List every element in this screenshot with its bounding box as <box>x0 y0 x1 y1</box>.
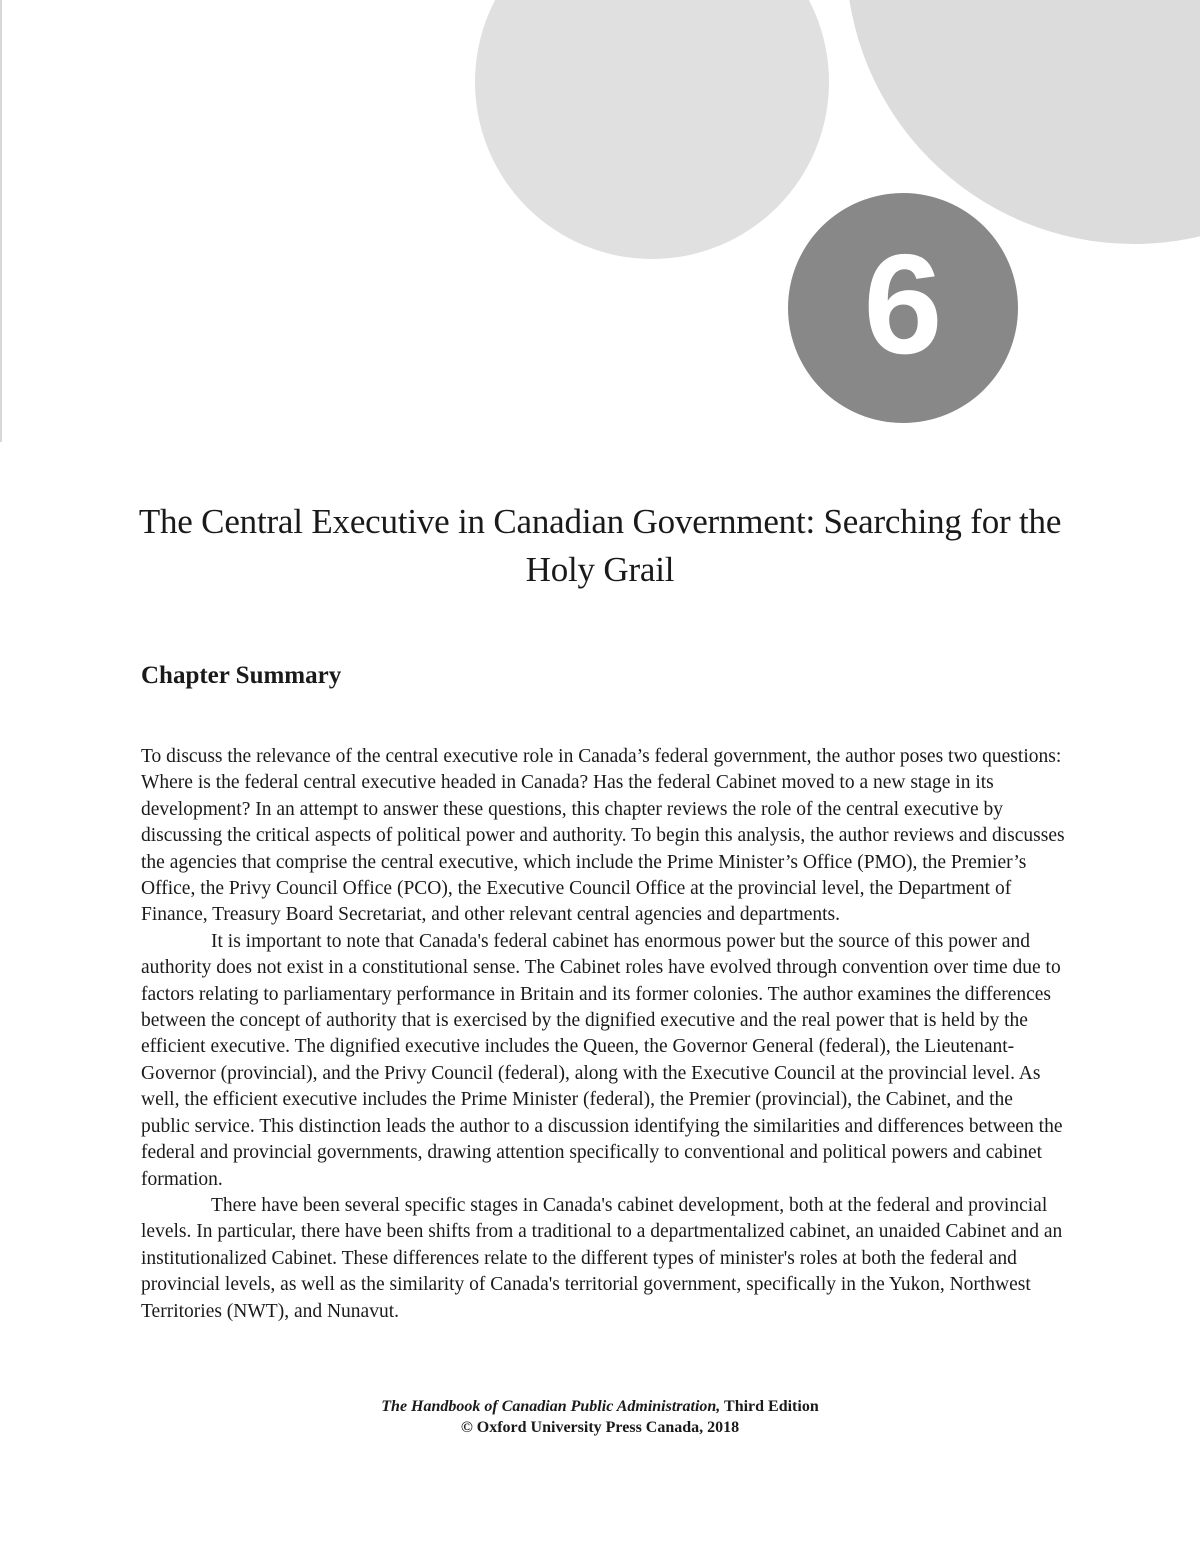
summary-paragraph-2: It is important to note that Canada's federal cabinet has enormous power but the source of this power and authority does not exist in a constitutional sense. The Cabinet roles have evolved through convention over time due to factors relating to parliamentary performance in Britain and its former colonies. The author examines the differences between the concept of authority that is exercised by the dignified executive and the real power that is held by the efficient executive. The dignified executive includes the Queen, the Governor General (federal), the Lieutenant-Governor (provincial), and the Privy Council (federal), along with the Executive Council at the provincial level. As well, the efficient executive includes the Prime Minister (federal), the Premier (provincial), the Cabinet, and the public service. This distinction leads the author to a discussion identifying the similarities and differences between the federal and provincial governments, drawing attention specifically to conventional and political powers and cabinet formation. <box>141 930 1063 1190</box>
footer-copyright: © Oxford University Press Canada, 2018 <box>460 1419 740 1436</box>
summary-body <box>141 744 1066 1325</box>
chapter-number-badge <box>788 193 1018 423</box>
chapter-number: 6 <box>863 225 943 384</box>
page-footer <box>0 1396 1200 1438</box>
footer-book-title: The Handbook of Canadian Public Administration, <box>381 1398 721 1415</box>
summary-paragraph-1: To discuss the relevance of the central executive role in Canada’s federal government, the author poses two questions: Where is the federal central executive headed in Canada? Has the federal Cabinet moved to a new stage in its development? In an attempt to answer these questions, this chapter reviews the role of the central executive by discussing the critical aspects of political power and authority. To begin this analysis, the author reviews and discusses the agencies that comprise the central executive, which include the Prime Minister’s Office (PMO), the Premier’s Office, the Privy Council Office (PCO), the Executive Council Office at the provincial level, the Department of Finance, Treasury Board Secretariat, and other relevant central agencies and departments. <box>141 746 1065 926</box>
footer-edition: Third Edition <box>724 1398 819 1415</box>
page-edge-line <box>0 0 2 442</box>
decorative-circle-left <box>475 0 829 259</box>
summary-paragraph-3: There have been several specific stages in Canada's cabinet development, both at the federal and provincial levels. In particular, there have been shifts from a traditional to a departmentalized cabinet, an unaided Cabinet and an institutionalized Cabinet. These differences relate to the different types of minister's roles at both the federal and provincial levels, as well as the similarity of Canada's territorial government, specifically in the Yukon, Northwest Territories (NWT), and Nunavut. <box>141 1194 1063 1322</box>
section-heading: Chapter Summary <box>141 662 342 689</box>
footer-book-line <box>0 1396 1200 1417</box>
chapter-title: The Central Executive in Canadian Government: Searching for the Holy Grail <box>138 502 1062 589</box>
